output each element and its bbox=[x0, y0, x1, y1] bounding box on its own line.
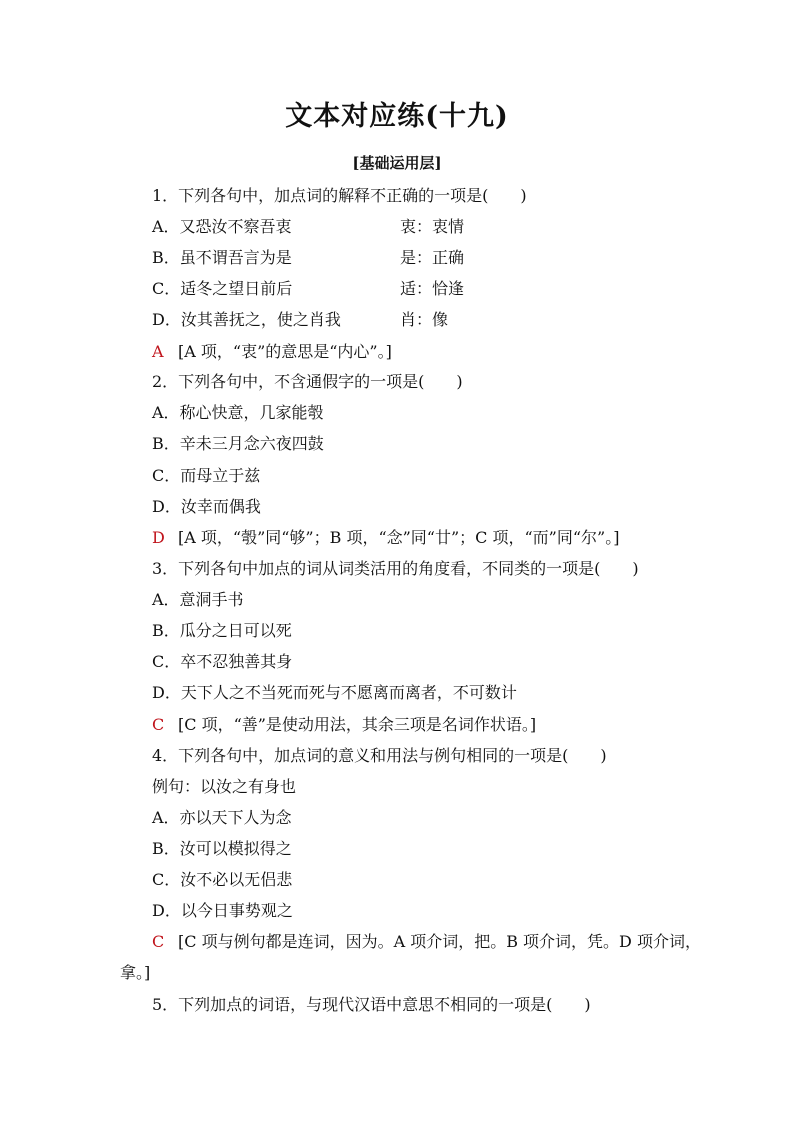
question-4-stem: 4．下列各句中，加点词的意义和用法与例句相同的一项是( ) bbox=[152, 746, 607, 765]
question-3-option-c: C．卒不忍独善其身 bbox=[152, 652, 293, 671]
question-1-option-b: B．虽不谓吾言为是 bbox=[152, 248, 292, 267]
question-3-option-a: A．意洞手书 bbox=[152, 590, 244, 609]
question-3-option-d: D．天下人之不当死而死与不愿离而离者，不可数计 bbox=[152, 683, 517, 702]
question-3-answer bbox=[152, 714, 536, 736]
answer-explanation: [C 项与例句都是连词，因为。A 项介词，把。B 项介词，凭。D 项介词， bbox=[178, 932, 701, 951]
question-1-option-d: D．汝其善抚之，使之肖我 bbox=[152, 310, 341, 329]
answer-letter: C bbox=[152, 932, 165, 951]
question-1-gloss-a: 衷：衷情 bbox=[400, 217, 465, 236]
question-4-option-c: C．汝不必以无侣悲 bbox=[152, 870, 293, 889]
page-title: 文本对应练(十九) bbox=[285, 101, 509, 132]
answer-explanation: [C 项，“善”是使动用法，其余三项是名词作状语。] bbox=[178, 715, 537, 734]
question-3-option-b: B．瓜分之日可以死 bbox=[152, 621, 292, 640]
question-1-option-c: C．适冬之望日前后 bbox=[152, 279, 293, 298]
question-1-gloss-b: 是：正确 bbox=[400, 248, 465, 267]
answer-letter: D bbox=[152, 528, 165, 547]
question-2-option-c: C．而母立于兹 bbox=[152, 466, 261, 485]
question-1-answer bbox=[152, 341, 392, 363]
question-1-stem: 1．下列各句中，加点词的解释不正确的一项是( ) bbox=[152, 186, 527, 205]
question-1-option-a: A．又恐汝不察吾衷 bbox=[152, 217, 292, 236]
question-1-gloss-d: 肖：像 bbox=[400, 310, 449, 329]
question-4-example: 例句：以汝之有身也 bbox=[152, 777, 297, 796]
question-4-option-b: B．汝可以模拟得之 bbox=[152, 839, 292, 858]
question-4-option-d: D．以今日事势观之 bbox=[152, 901, 293, 920]
section-heading: [基础运用层] bbox=[352, 154, 442, 172]
question-3-stem: 3．下列各句中加点的词从词类活用的角度看，不同类的一项是( ) bbox=[152, 559, 639, 578]
answer-explanation: [A 项，“彀”同“够”；B 项，“念”同“廿”；C 项，“而”同“尔”。] bbox=[178, 528, 620, 547]
question-2-answer bbox=[152, 527, 619, 549]
question-5-stem: 5．下列加点的词语，与现代汉语中意思不相同的一项是( ) bbox=[152, 995, 591, 1014]
question-2-stem: 2．下列各句中，不含通假字的一项是( ) bbox=[152, 372, 463, 391]
question-4-option-a: A．亦以天下人为念 bbox=[152, 808, 292, 827]
question-2-option-b: B．辛未三月念六夜四鼓 bbox=[152, 434, 324, 453]
answer-letter: A bbox=[152, 342, 164, 361]
question-2-option-d: D．汝幸而偶我 bbox=[152, 497, 261, 516]
question-1-gloss-c: 适：恰逢 bbox=[400, 279, 465, 298]
answer-explanation: [A 项，“衷”的意思是“内心”。] bbox=[178, 342, 392, 361]
question-4-answer bbox=[152, 931, 701, 953]
question-2-option-a: A．称心快意，几家能彀 bbox=[152, 403, 324, 422]
answer-letter: C bbox=[152, 715, 165, 734]
question-4-answer-continuation: 拿。] bbox=[120, 963, 151, 982]
